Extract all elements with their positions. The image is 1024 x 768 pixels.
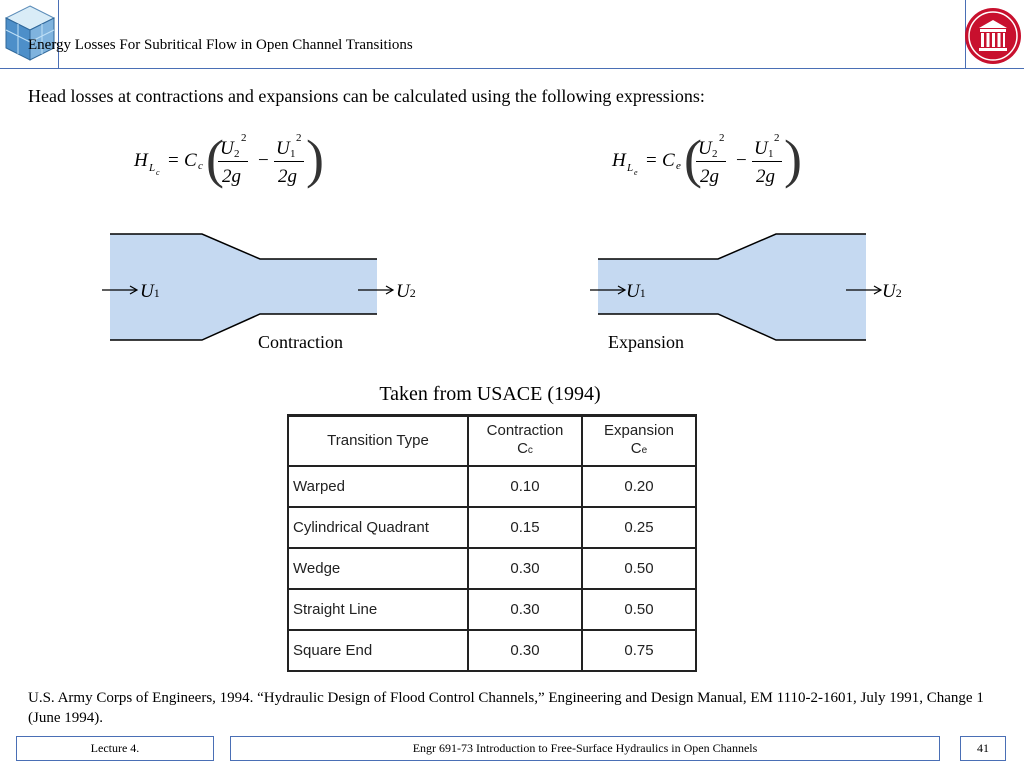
cell-cc: 0.30	[468, 548, 582, 589]
eq-c-fraction-bar-1	[218, 161, 248, 162]
contraction-u2-label: U2	[396, 281, 416, 302]
eq-e-lparen: (	[684, 129, 702, 189]
slide-title: Energy Losses For Subritical Flow in Open Channel Transitions	[28, 37, 413, 53]
eq-e-fraction-bar-1	[696, 161, 726, 162]
table-row	[288, 589, 696, 630]
eq-e-den-2: 2g	[756, 166, 775, 187]
footer-course-title: Engr 691-73 Introduction to Free-Surface Hydraulics in Open Channels	[230, 736, 940, 761]
eq-e-U2-sub: 2	[712, 148, 718, 160]
contraction-caption: Contraction	[258, 332, 343, 352]
glass-cube-logo-icon	[2, 2, 58, 66]
eq-e-U2: U	[698, 138, 712, 159]
eq-e-U1-exp: 2	[774, 132, 780, 144]
footer-lecture: Lecture 4.	[16, 736, 214, 761]
cell-cc: 0.10	[468, 466, 582, 507]
contraction-u1-label: U1	[140, 281, 160, 302]
university-seal-icon	[964, 6, 1022, 66]
eq-e-C-sub: e	[676, 160, 681, 172]
expansion-u2-label: U2	[882, 281, 902, 302]
eq-c-U1-sub: 1	[290, 148, 296, 160]
header-expansion: Expansion Ce	[582, 416, 696, 467]
table-row	[288, 548, 696, 589]
cell-ce: 0.75	[582, 630, 696, 671]
eq-e-fraction-bar-2	[752, 161, 782, 162]
eq-c-U1: U	[276, 138, 290, 159]
eq-c-den-2: 2g	[278, 166, 297, 187]
eq-e-equals: =	[646, 150, 657, 171]
cell-cc: 0.30	[468, 630, 582, 671]
loss-coefficient-table	[287, 414, 697, 672]
eq-e-C: C	[662, 150, 675, 171]
equation-contraction	[134, 130, 334, 200]
eq-e-U1: U	[754, 138, 768, 159]
eq-e-sub-L: L	[627, 162, 634, 174]
table-header-row	[288, 416, 696, 467]
eq-c-sub-L: L	[149, 162, 156, 174]
cell-type: Cylindrical Quadrant	[288, 507, 468, 548]
cell-cc: 0.30	[468, 589, 582, 630]
eq-e-sub-e: e	[634, 168, 638, 177]
eq-c-U1-exp: 2	[296, 132, 302, 144]
eq-e-minus: −	[736, 150, 747, 171]
intro-text: Head losses at contractions and expansions can be calculated using the following expressions:	[28, 86, 705, 106]
header-divider	[0, 68, 1024, 69]
eq-e-U2-exp: 2	[719, 132, 725, 144]
expansion-u1-label: U1	[626, 281, 646, 302]
header-transition-type: Transition Type	[288, 416, 468, 467]
eq-c-equals: =	[168, 150, 179, 171]
eq-e-H: H	[612, 150, 626, 171]
cell-ce: 0.50	[582, 548, 696, 589]
table-row	[288, 507, 696, 548]
cell-type: Wedge	[288, 548, 468, 589]
eq-c-den-1: 2g	[222, 166, 241, 187]
reference-citation: U.S. Army Corps of Engineers, 1994. “Hydraulic Design of Flood Control Channels,” Engineering and Design Manual, EM 1110-2-1601, July 1991, Change 1 (June 1994).	[28, 690, 984, 726]
eq-c-rparen: )	[306, 129, 324, 189]
eq-e-den-1: 2g	[700, 166, 719, 187]
table-row	[288, 466, 696, 507]
table-row	[288, 630, 696, 671]
eq-c-C: C	[184, 150, 197, 171]
cell-ce: 0.20	[582, 466, 696, 507]
cell-ce: 0.25	[582, 507, 696, 548]
eq-c-U2: U	[220, 138, 234, 159]
cell-type: Straight Line	[288, 589, 468, 630]
header-contraction: Contraction Cc	[468, 416, 582, 467]
cell-type: Warped	[288, 466, 468, 507]
cell-type: Square End	[288, 630, 468, 671]
eq-c-U2-exp: 2	[241, 132, 247, 144]
equation-expansion	[612, 130, 812, 200]
eq-c-sub-c: c	[156, 168, 160, 177]
eq-c-U2-sub: 2	[234, 148, 240, 160]
eq-c-fraction-bar-2	[274, 161, 304, 162]
cell-cc: 0.15	[468, 507, 582, 548]
expansion-caption: Expansion	[608, 332, 684, 352]
eq-e-rparen: )	[784, 129, 802, 189]
footer-page-number: 41	[960, 736, 1006, 761]
eq-c-lparen: (	[206, 129, 224, 189]
eq-e-U1-sub: 1	[768, 148, 774, 160]
eq-c-C-sub: c	[198, 160, 203, 172]
table-source-caption: Taken from USACE (1994)	[379, 383, 601, 405]
header-frame	[58, 0, 966, 68]
cell-ce: 0.50	[582, 589, 696, 630]
eq-c-H: H	[134, 150, 148, 171]
eq-c-minus: −	[258, 150, 269, 171]
